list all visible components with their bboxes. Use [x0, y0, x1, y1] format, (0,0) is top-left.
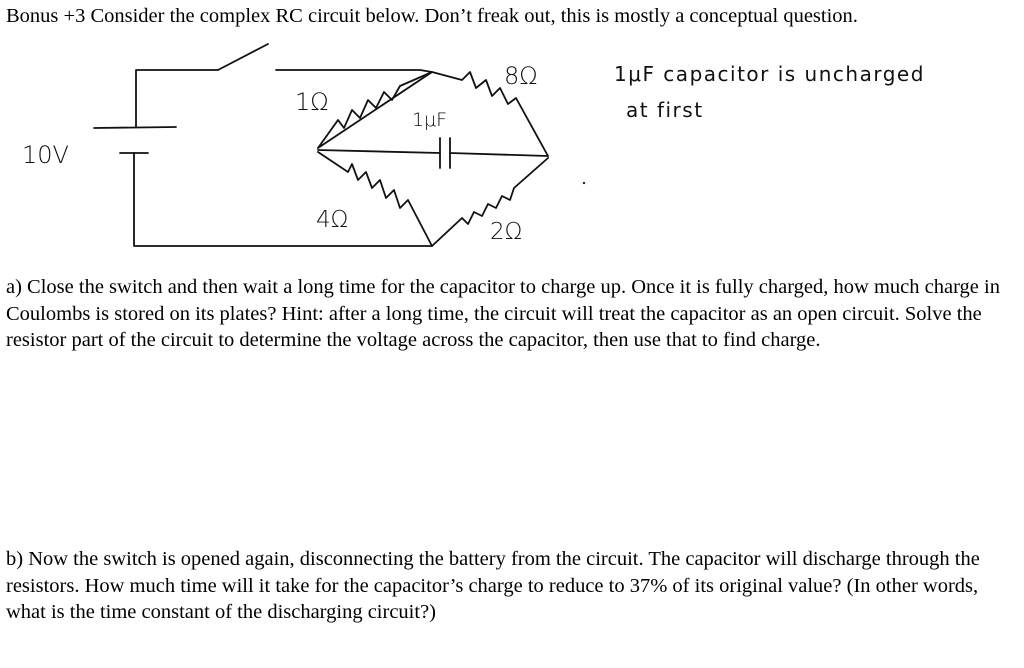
- battery-long-plate: [94, 127, 176, 128]
- question-title: Bonus +3 Consider the complex RC circuit below. Don’t freak out, this is mostly a conceptual question.: [6, 5, 858, 27]
- capacitor-note-line2: at first: [626, 98, 704, 122]
- resistor-8-label: 8Ω: [504, 62, 538, 90]
- part-a-question: a) Close the switch and then wait a long time for the capacitor to charge up. Once it is fully charged, how much charge in Coulombs is stored on its plates? Hint: after a long time, the circuit will treat the capacitor as an open circuit. Solve the resistor part of the circuit to determine the voltage across the capacitor, then use that to find charge.: [6, 276, 1000, 351]
- capacitor-wire-left: [318, 150, 440, 153]
- battery-label: 10V: [22, 141, 69, 169]
- resistor-1-label: 1Ω: [295, 88, 329, 116]
- open-switch: [218, 44, 268, 70]
- rc-circuit-diagram: [0, 0, 1024, 268]
- resistor-2-label: 2Ω: [490, 219, 523, 245]
- wire-left-bottom: [134, 153, 432, 246]
- stray-dot: [583, 182, 585, 184]
- capacitor-wire-right: [450, 153, 548, 156]
- part-b-question: b) Now the switch is opened again, disconnecting the battery from the circuit. The capacitor will discharge through the resistors. How much time will it take for the capacitor’s charge to reduce to 37% of its original value? (In other words, what is the time constant of the discharging circuit?): [6, 548, 980, 623]
- resistor-4-label: 4Ω: [316, 207, 349, 233]
- capacitor-label: 1μF: [412, 109, 448, 131]
- capacitor-note-line1: 1μF capacitor is uncharged: [614, 62, 925, 86]
- wire-left-top: [136, 70, 218, 127]
